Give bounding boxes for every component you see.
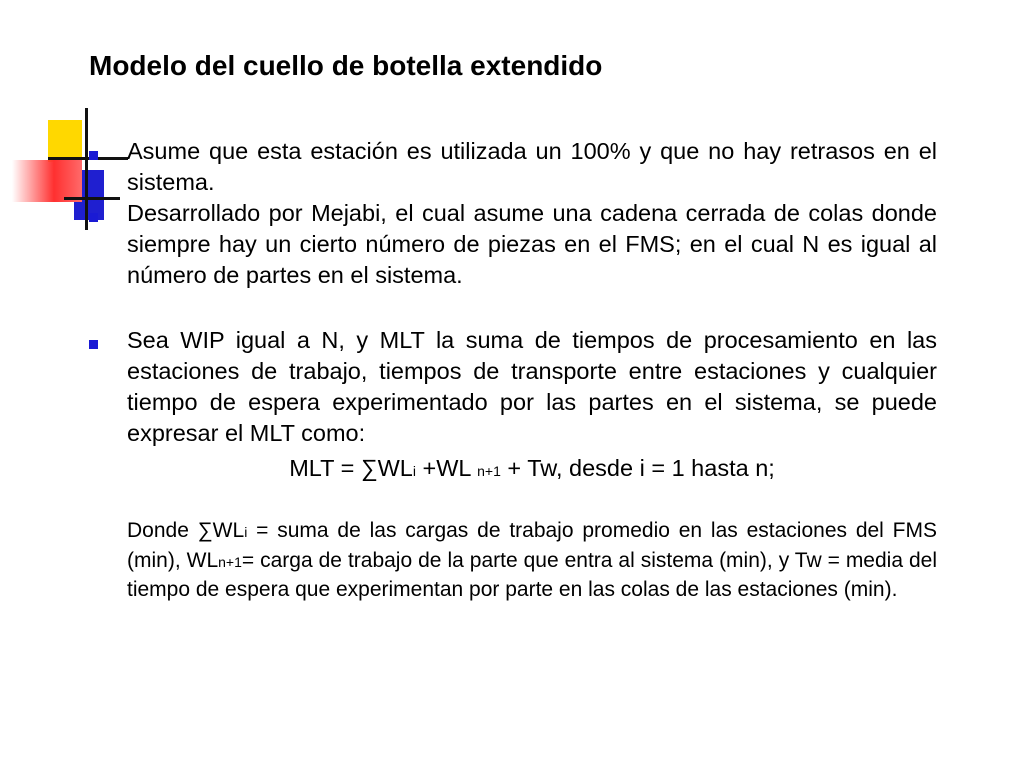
decor-red-square	[12, 160, 82, 202]
mlt-formula: MLT = ∑WLi +WL n+1 + Tw, desde i = 1 hasta n;	[289, 455, 775, 481]
bullet-square-icon	[89, 151, 98, 160]
bullet-text: Desarrollado por Mejabi, el cual asume una cadena cerrada de colas donde siempre hay un cierto número de piezas en el FMS; en el cual N es igual al número de partes en el sistema.	[127, 200, 937, 288]
slide-title: Modelo del cuello de botella extendido	[89, 50, 603, 81]
bullet-item	[89, 325, 937, 449]
decor-yellow-square	[48, 120, 82, 162]
bullet-square-icon	[89, 213, 98, 222]
bullet-item	[89, 136, 937, 198]
bullet-square-icon	[89, 340, 98, 349]
formula-note: Donde ∑WLi = suma de las cargas de trabajo promedio en las estaciones del FMS (min), WLn+1= carga de trabajo de la parte que entra al sistema (min), y Tw = media del tiempo de espera que experimentan por parte en las colas de las estaciones (min).	[127, 519, 938, 601]
bullet-text: Asume que esta estación es utilizada un 100% y que no hay retrasos en el sistema.	[127, 138, 937, 195]
slide-content	[89, 136, 937, 604]
bullet-item	[89, 198, 937, 291]
decor-vertical-line	[85, 108, 88, 230]
bullet-text: Sea WIP igual a N, y MLT la suma de tiempos de procesamiento en las estaciones de trabajo, tiempos de transporte entre estaciones y cualquier tiempo de espera experimentado por las partes en el sistema, se puede expresar el MLT como:	[127, 327, 937, 446]
